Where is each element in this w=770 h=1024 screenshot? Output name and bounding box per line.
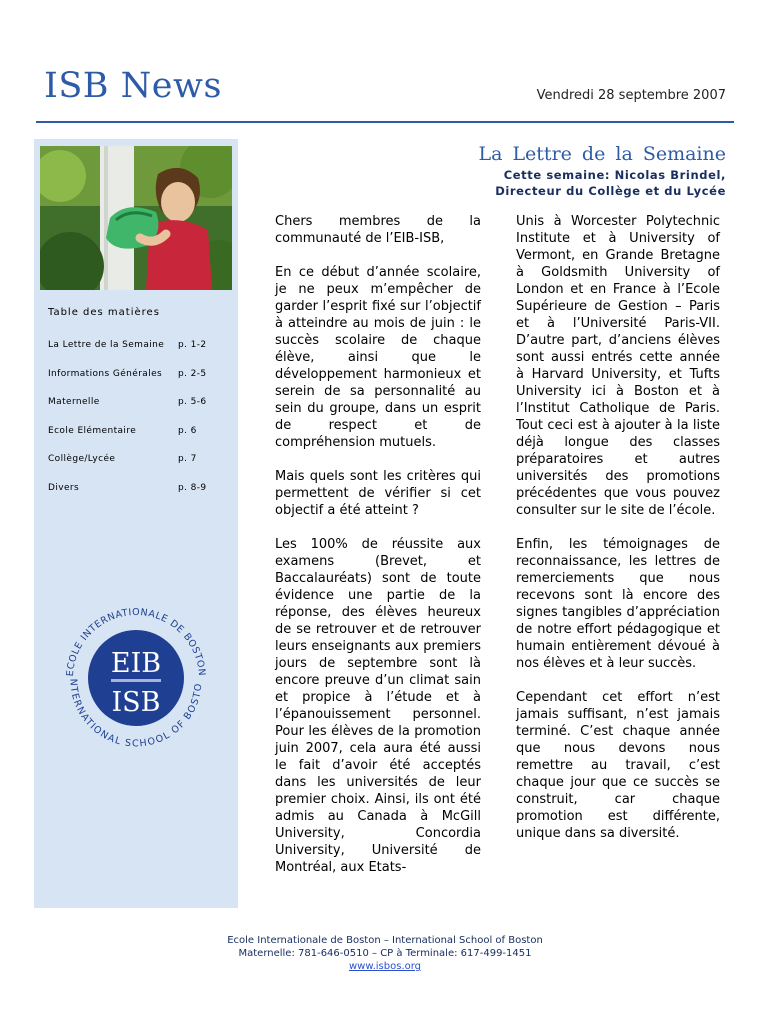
school-seal-logo <box>61 603 211 753</box>
toc-pages: p. 5-6 <box>178 397 207 407</box>
paragraph: Enfin, les témoignages de reconnaissance, les lettres de remerciements que nous recevons sont là encore des signes tangibles d’appréciation de notre effort pédagogique et humain entièrement dévoué à nos élèves et à leur succès. <box>516 537 720 671</box>
footer-phones: Maternelle: 781-646-0510 – CP à Terminale: 617-499-1451 <box>238 948 532 959</box>
toc-label: Ecole Elémentaire <box>48 425 137 436</box>
footer <box>0 934 770 973</box>
seal-eib: EIB <box>110 648 162 679</box>
toc-label: Collège/Lycée <box>48 454 116 464</box>
byline-author: Cette semaine: Nicolas Brindel, <box>503 168 726 182</box>
seal-isb: ISB <box>111 687 161 718</box>
byline-role: Directeur du Collège et du Lycée <box>495 184 726 198</box>
toc-label: Divers <box>48 482 80 493</box>
website-link[interactable]: www.isbos.org <box>348 961 422 972</box>
toc-pages: p. 2-5 <box>178 368 207 379</box>
issue-date: Vendredi 28 septembre 2007 <box>536 88 726 103</box>
header-rule <box>36 121 734 123</box>
masthead-title: ISB News <box>44 66 222 106</box>
toc-row <box>48 340 228 369</box>
toc-pages: p. 7 <box>178 454 197 464</box>
seal-ring-top: ECOLE INTERNATIONALE DE BOSTON <box>64 606 208 677</box>
toc-label: Informations Générales <box>48 368 163 379</box>
toc-label: Maternelle <box>48 397 100 407</box>
paragraph: Les 100% de réussite aux examens (Brevet, et Baccalauréats) sont de toute évidence une partie de la réponse, des élèves heureux de se retrouver et de retrouver leurs enseignants aux premiers jours de septembre sont là encore preuve d’un climat sain et propice à l’étude et à l’épanouissement personnel. Pour les élèves de la promotion juin 2007, cela aura été aussi le fait d’avoir été acceptés dans les universités de leur premier choix. Ainsi, ils ont été admis au Canada à McGill University, Concordia University, Université de Montréal, aux Etats- <box>275 537 481 875</box>
article-column-2 <box>516 213 720 859</box>
paragraph: Cependant cet effort n’est jamais suffisant, n’est jamais terminé. C’est chaque année que nous devons nous remettre au travail, c’est chaque jour que ce succès se construit, car chaque promotion est différente, unique dans sa diversité. <box>516 690 720 841</box>
toc-row <box>48 397 228 426</box>
paragraph: Chers membres de la communauté de l’EIB-ISB, <box>275 214 481 246</box>
paragraph: Unis à Worcester Polytechnic Institute et à University of Vermont, en Grande Bretagne à Goldsmith University of London et en France à l’Ecole Supérieure de Gestion – Paris et à l’Université Paris-VII. D’autre part, d’anciens élèves sont aussi entrés cette année à Harvard University, et Tufts University ici à Boston et à l’Institut Catholique de Paris. Tout ceci est à ajouter à la liste déjà longue des classes préparatoires et autres universités des promotions précédentes que vous pouvez consulter sur le site de l’école. <box>516 214 720 518</box>
paragraph: En ce début d’année scolaire, je ne peux m’empêcher de garder l’esprit fixé sur l’objectif à atteindre au mois de juin : le succès scolaire de chaque élève, ainsi que le développement harmonieux et serein de sa personnalité au sein du groupe, dans un esprit de respect et de compréhension mutuels. <box>275 265 481 450</box>
toc-pages: p. 8-9 <box>178 482 207 493</box>
seal-ring-bottom: NTERNATIONAL SCHOOL OF BOSTO <box>67 678 205 750</box>
toc-pages: p. 6 <box>178 425 197 436</box>
article-title: La Lettre de la Semaine <box>478 143 726 165</box>
toc-pages: p. 1-2 <box>178 340 207 350</box>
paragraph: Mais quels sont les critères qui permettent de vérifier si cet objectif a été atteint ? <box>275 469 481 518</box>
article-column-1 <box>275 213 481 893</box>
toc-title: Table des matières <box>48 307 160 318</box>
article-byline <box>250 167 726 199</box>
toc-label: La Lettre de la Semaine <box>48 340 165 350</box>
footer-school-name: Ecole Internationale de Boston – International School of Boston <box>227 935 543 946</box>
toc-row <box>48 454 228 483</box>
toc-row <box>48 483 228 512</box>
table-of-contents <box>48 340 228 511</box>
child-watering-photo <box>40 146 232 290</box>
toc-row <box>48 369 228 398</box>
toc-row <box>48 426 228 455</box>
